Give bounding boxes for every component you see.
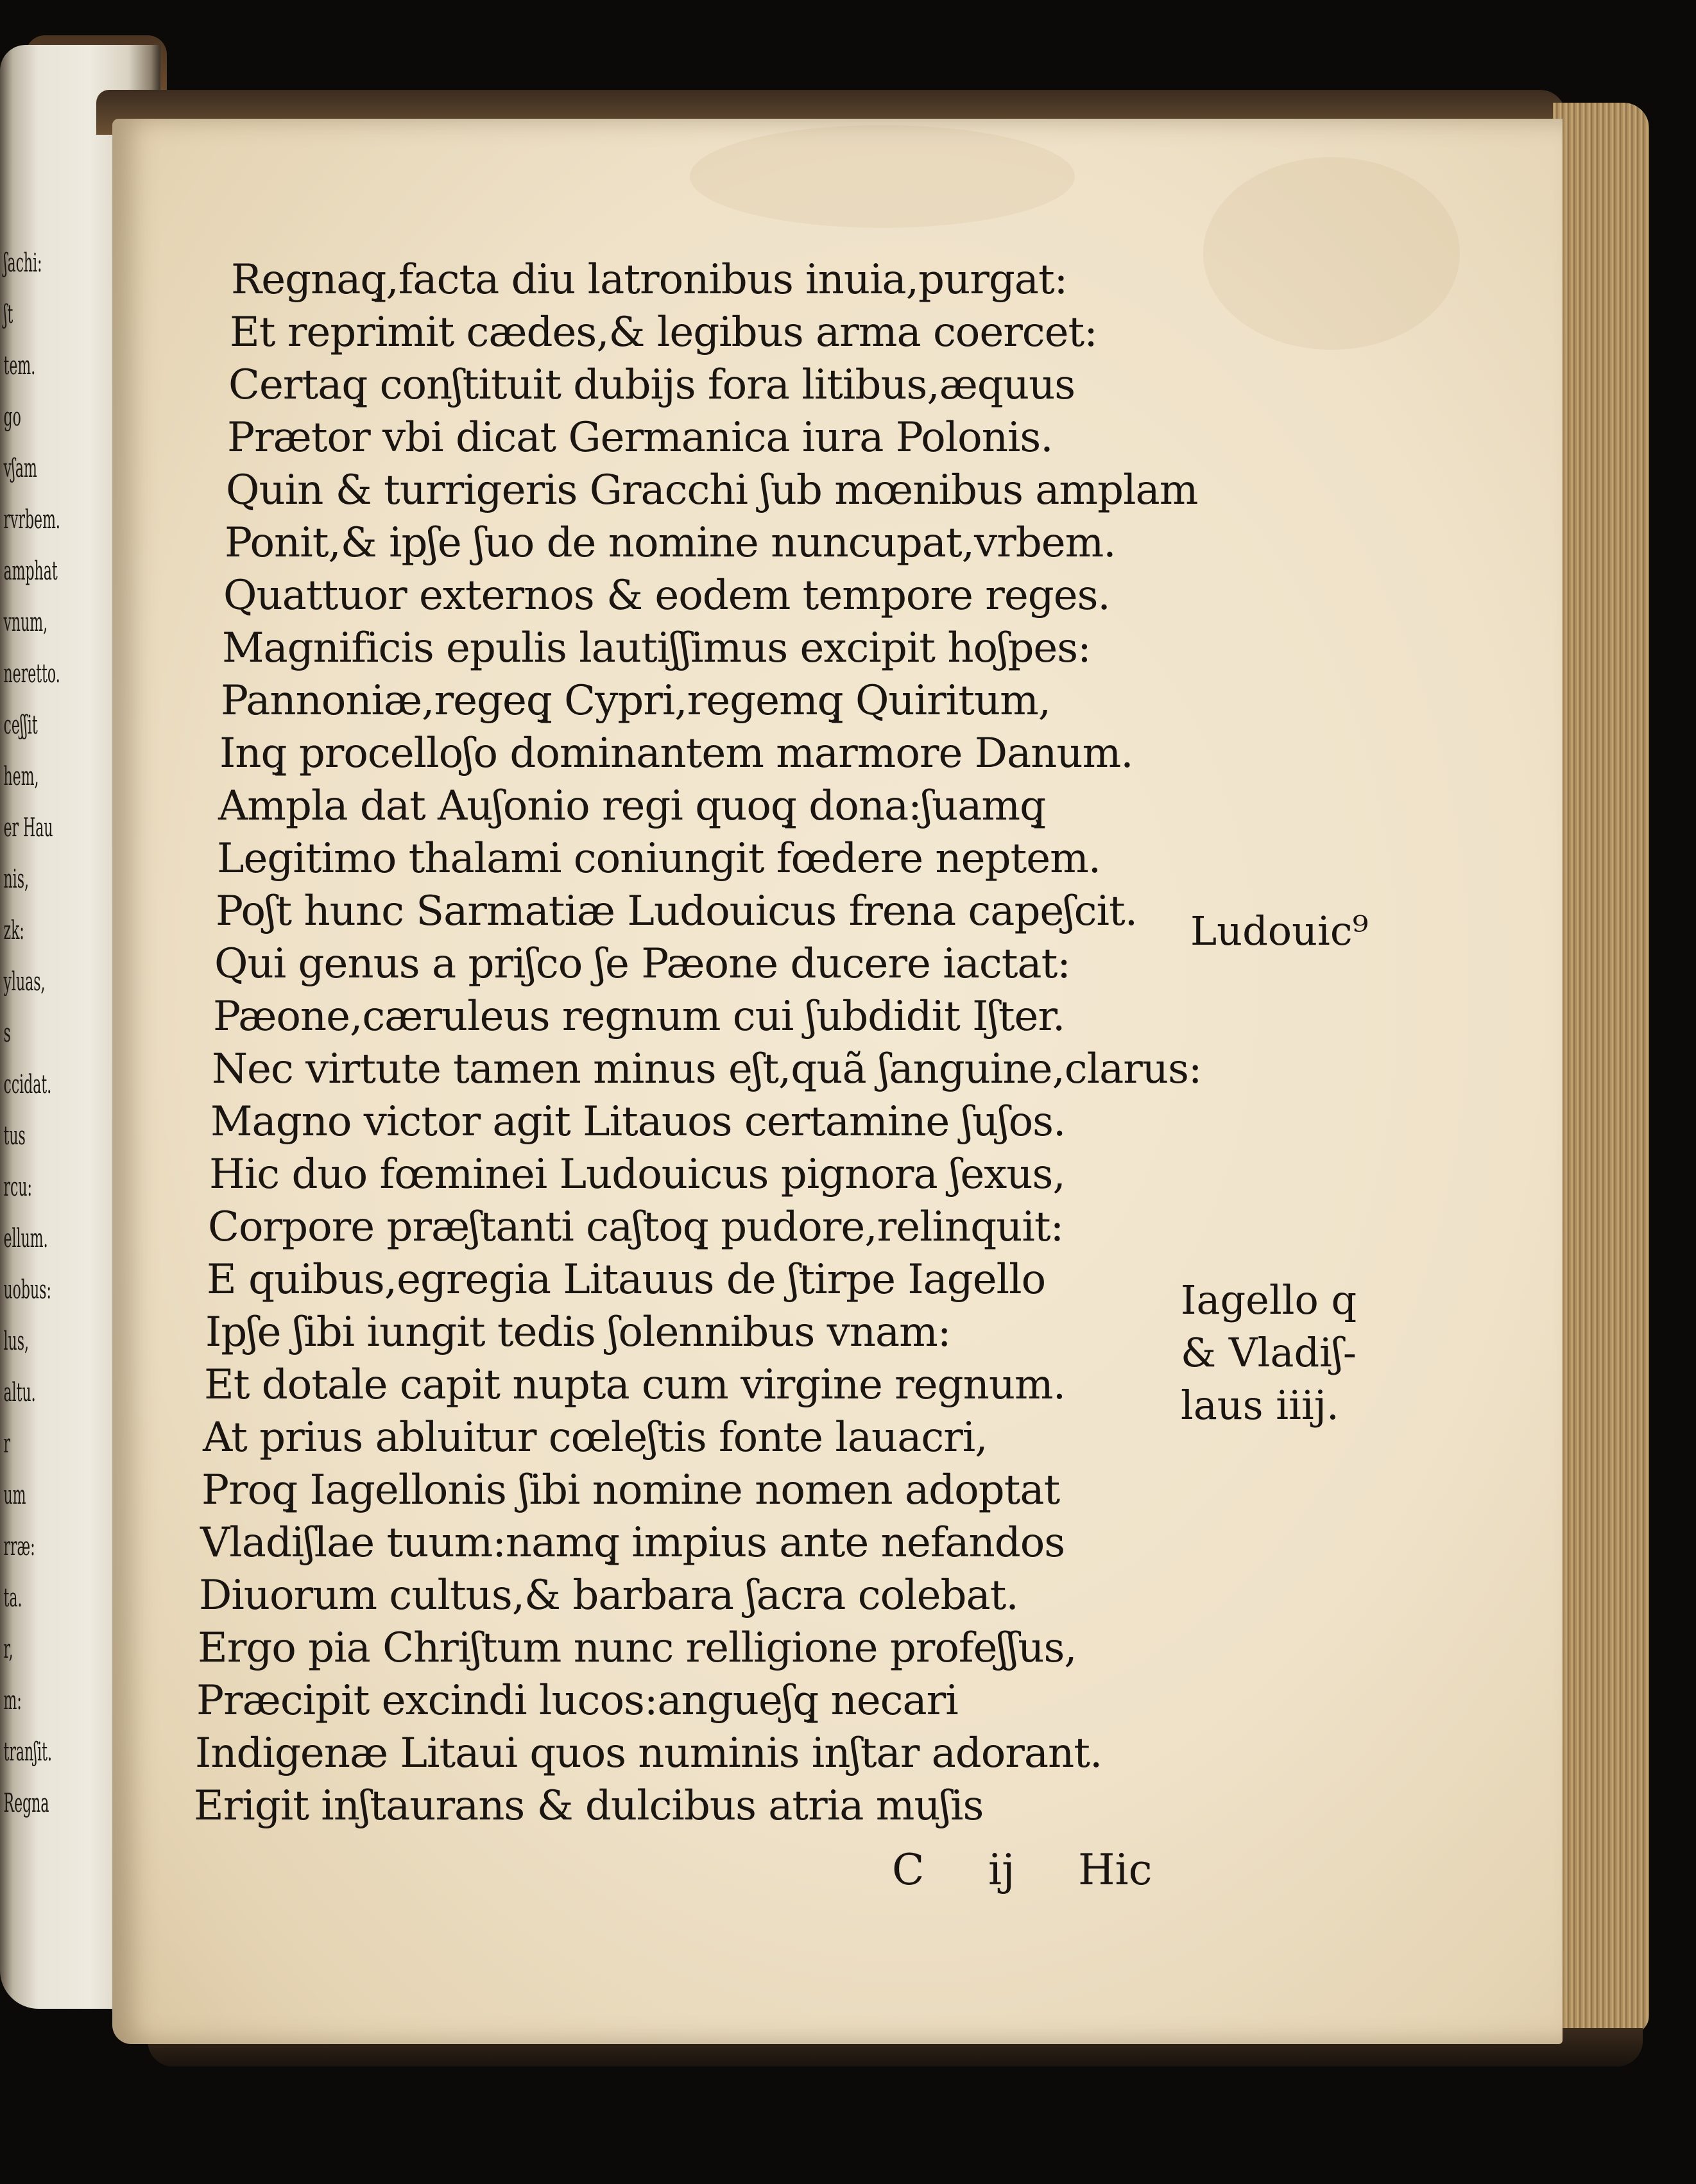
left-page-fragment: vnum,	[3, 608, 48, 637]
catchword: Hic	[1078, 1845, 1152, 1895]
verse-line: Vladiʃlae tuum:namq̧ impius ante nefandos	[200, 1519, 1065, 1567]
left-page-fragment: tus	[3, 1121, 26, 1151]
water-stain	[690, 125, 1075, 228]
left-page-fragment: yluas,	[3, 967, 46, 997]
verse-line: Pannoniæ,regeq̧ Cypri,regemq̧ Quiritum,	[221, 677, 1051, 725]
verse-line: Magnificis epulis lautiʃʃimus excipit hoʃpes:	[222, 624, 1091, 672]
verse-line: Et reprimit cædes,& legibus arma coercet:	[230, 309, 1097, 356]
left-page-fragment: s	[3, 1019, 11, 1048]
left-page-fragment: amphat	[3, 556, 58, 586]
left-page-fragment: hem,	[3, 762, 39, 791]
verse-line: Hic duo fœminei Ludouicus pignora ʃexus,	[209, 1151, 1065, 1198]
verse-line: Corpore præʃtanti caʃtoq̧ pudore,relinquit:	[208, 1203, 1064, 1251]
left-page-fragment: rræ:	[3, 1532, 35, 1561]
left-page-fragment: um	[3, 1481, 26, 1510]
left-page-fragment: m:	[3, 1686, 22, 1715]
verse-line: Ergo pia Chriʃtum nunc relligione profeʃʃus,	[198, 1624, 1077, 1672]
water-stain	[1203, 157, 1460, 350]
left-page-fragment: tranʃit.	[3, 1737, 52, 1767]
verse-line: Legitimo thalami coniungit fœdere neptem.	[217, 835, 1101, 882]
verse-line: Præcipit excindi lucos:angueʃq̧ necari	[196, 1677, 958, 1724]
left-page-fragment: rvrbem.	[3, 505, 60, 535]
left-page-fragment: tem.	[3, 351, 36, 381]
verse-line: Inq̧ procelloʃo dominantem marmore Danum.	[219, 730, 1133, 777]
verse-line: Ampla dat Auʃonio regi quoq̧ dona:ʃuamq̧	[218, 782, 1046, 830]
verse-line: Ipʃe ʃibi iungit tedis ʃolennibus vnam:	[205, 1309, 951, 1356]
verse-line: At prius abluitur cœleʃtis fonte lauacri,	[203, 1414, 988, 1461]
verse-line: Quin & turrigeris Gracchi ʃub mœnibus amplam	[226, 467, 1198, 514]
signature-mark: C	[892, 1845, 925, 1895]
verse-line: Certaq̧ conʃtituit dubijs fora litibus,æquus	[228, 361, 1075, 409]
left-page-fragment: nis,	[3, 864, 29, 894]
left-page-fragment: rcu:	[3, 1173, 32, 1202]
left-page-fragment: vʃam	[3, 454, 37, 483]
page-edges	[1553, 103, 1649, 2034]
marginal-note-ludouicus: Ludouic⁹	[1190, 907, 1369, 954]
verse-line: E quibus,egregia Litauus de ʃtirpe Iagello	[207, 1256, 1046, 1303]
verse-line: Qui genus a priʃco ʃe Pæone ducere iactat:	[214, 940, 1070, 988]
left-page-fragment: ʃachi:	[3, 248, 42, 278]
left-page-fragment: go	[3, 402, 21, 432]
left-page-fragment: ʃt	[3, 300, 13, 329]
left-page-fragment: ceʃʃit	[3, 710, 38, 740]
left-page-fragment: ellum.	[3, 1224, 48, 1253]
verse-line: Prætor vbi dicat Germanica iura Polonis.	[227, 414, 1053, 461]
left-page-fragment: uobus:	[3, 1275, 51, 1305]
verse-line: Proq̧ Iagellonis ʃibi nomine nomen adoptat	[201, 1466, 1060, 1514]
verse-line: Regnaq̧,facta diu latronibus inuia,purgat:	[231, 256, 1068, 304]
left-page-fragment: r	[3, 1429, 11, 1459]
verse-line: Et dotale capit nupta cum virgine regnum.	[204, 1361, 1066, 1409]
verse-line: Nec virtute tamen minus eʃt,quã ʃanguine,clarus:	[212, 1045, 1202, 1093]
left-page-fragment: lus,	[3, 1327, 29, 1356]
left-page-fragment: r,	[3, 1635, 13, 1664]
left-page-fragment: ccidat.	[3, 1070, 52, 1099]
verse-line: Quattuor externos & eodem tempore reges.	[223, 572, 1110, 619]
marginal-note-iagello-3: laus iiij.	[1181, 1382, 1339, 1429]
verse-line: Indigenæ Litaui quos numinis inʃtar adorant.	[195, 1730, 1102, 1777]
verse-line: Erigit inʃtaurans & dulcibus atria muʃis	[194, 1782, 984, 1830]
folio-number: ij	[988, 1845, 1015, 1895]
left-page-fragment: altu.	[3, 1378, 36, 1407]
left-page-fragment: Regna	[3, 1789, 49, 1818]
verse-line: Poʃt hunc Sarmatiæ Ludouicus frena capeʃcit.	[216, 888, 1138, 935]
verse-line: Magno victor agit Litauos certamine ʃuʃos.	[210, 1098, 1066, 1146]
verse-line: Pæone,cæruleus regnum cui ʃubdidit Iʃter.	[213, 993, 1065, 1040]
marginal-note-iagello-1: Iagello q	[1181, 1277, 1357, 1323]
left-page-fragment: er Hau	[3, 813, 53, 843]
left-page-fragment: ta.	[3, 1583, 22, 1613]
left-page-fragment: neretto.	[3, 659, 60, 689]
marginal-note-iagello-2: & Vladiʃ-	[1181, 1329, 1357, 1376]
left-page-fragment: zk:	[3, 916, 24, 945]
verse-line: Ponit,& ipʃe ʃuo de nomine nuncupat,vrbem.	[225, 519, 1116, 567]
verse-block	[193, 254, 1201, 1832]
verse-line: Diuorum cultus,& barbara ʃacra colebat.	[199, 1572, 1018, 1619]
